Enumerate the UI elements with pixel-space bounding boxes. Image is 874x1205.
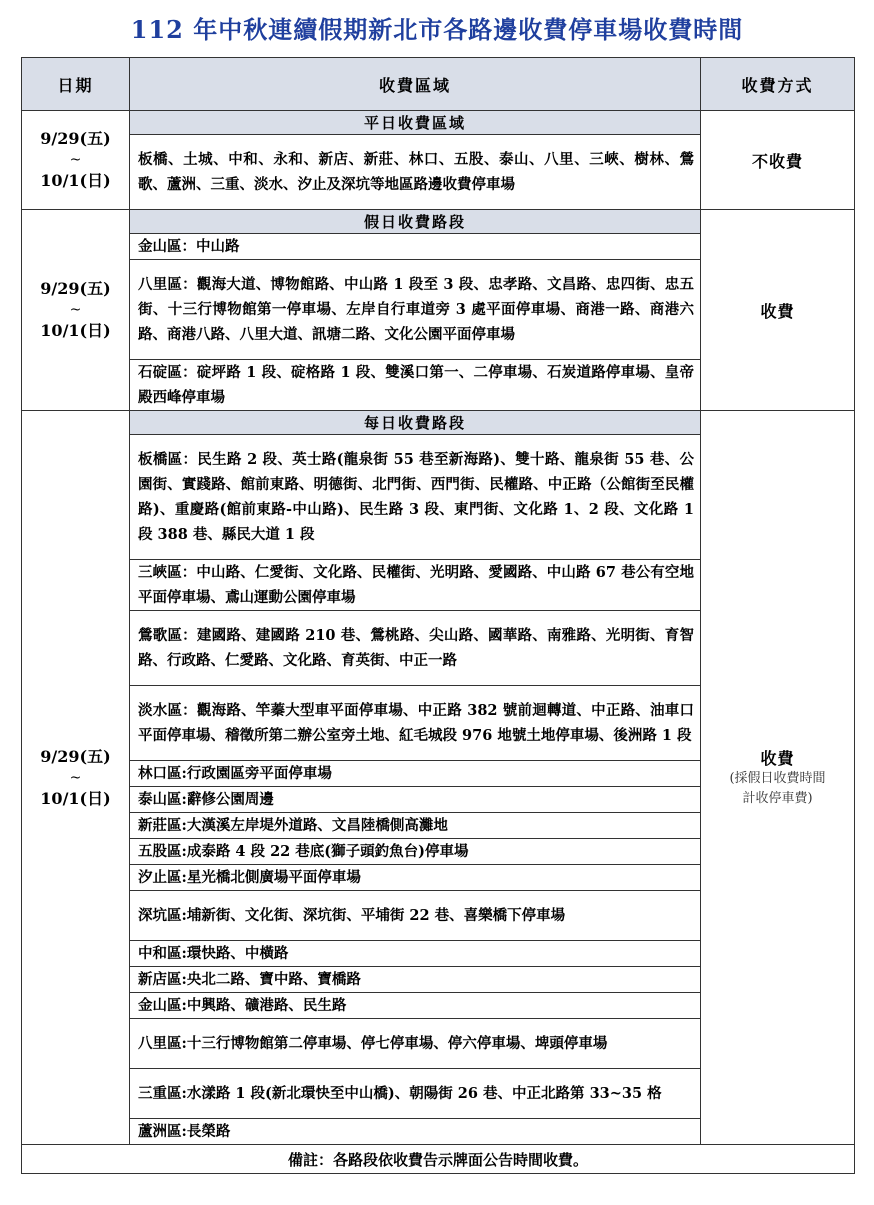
fee-schedule-table xyxy=(21,57,855,1174)
daily-item: 五股區:成泰路 4 段 22 巷底(獅子頭釣魚台)停車場 xyxy=(130,839,701,865)
daily-item: 蘆洲區:長榮路 xyxy=(130,1119,701,1145)
daily-method: 收費 xyxy=(760,749,795,768)
header-date: 日期 xyxy=(22,58,130,111)
holiday-item: 石碇區：碇坪路 1 段、碇格路 1 段、雙溪口第一、二停車場、石炭道路停車場、皇帝殿西峰停車場 xyxy=(130,360,701,411)
date-end: 10/1(日) xyxy=(40,171,111,190)
daily-item: 板橋區：民生路 2 段、英士路(龍泉街 55 巷至新海路)、雙十路、龍泉街 55 巷、公園街、實踐路、館前東路、明德街、北門街、西門街、民權路、中正路（公館街至民權路)、重慶路(館前東路-中山路)、民生路 3 段、東門街、文化路 1、2 段、文化路 1 段 388 巷、縣民大道 1 段 xyxy=(130,435,701,560)
daily-item: 新店區:央北二路、寶中路、寶橋路 xyxy=(130,967,701,993)
daily-item: 鶯歌區：建國路、建國路 210 巷、鶯桃路、尖山路、國華路、南雅路、光明街、育智路、行政路、仁愛路、文化路、育英街、中正一路 xyxy=(130,611,701,686)
weekday-section-title: 平日收費區域 xyxy=(130,111,701,135)
holiday-method: 收費 xyxy=(701,210,855,411)
daily-date-cell xyxy=(22,411,130,1145)
daily-item: 三峽區：中山路、仁愛街、文化路、民權街、光明路、愛國路、中山路 67 巷公有空地平面停車場、鳶山運動公園停車場 xyxy=(130,560,701,611)
weekday-method: 不收費 xyxy=(701,111,855,210)
date-tilde: ~ xyxy=(69,769,82,786)
weekday-date-cell xyxy=(22,111,130,210)
header-method: 收費方式 xyxy=(701,58,855,111)
holiday-section-title: 假日收費路段 xyxy=(130,210,701,234)
daily-item: 林口區:行政園區旁平面停車場 xyxy=(130,761,701,787)
daily-method-note: 計收停車費) xyxy=(742,791,813,806)
date-start: 9/29(五) xyxy=(40,746,111,766)
date-start: 9/29(五) xyxy=(40,129,111,148)
daily-item: 金山區:中興路、礦港路、民生路 xyxy=(130,993,701,1019)
daily-method-cell xyxy=(701,411,855,1145)
holiday-item: 八里區：觀海大道、博物館路、中山路 1 段至 3 段、忠孝路、文昌路、忠四街、忠五街、十三行博物館第一停車場、左岸自行車道旁 3 處平面停車場、商港一路、商港六路、商港八路、八里大道、訊塘二路、文化公園平面停車場 xyxy=(130,260,701,360)
daily-method-note: (採假日收費時間 xyxy=(729,771,826,786)
daily-item: 新莊區:大漢溪左岸堤外道路、文昌陸橋側高灘地 xyxy=(130,813,701,839)
holiday-item: 金山區：中山路 xyxy=(130,234,701,260)
daily-item: 八里區:十三行博物館第二停車場、停七停車場、停六停車場、埤頭停車場 xyxy=(130,1019,701,1069)
footer-note: 備註：各路段依收費告示牌面公告時間收費。 xyxy=(22,1145,855,1174)
date-end: 10/1(日) xyxy=(40,321,111,340)
header-area: 收費區域 xyxy=(130,58,701,111)
holiday-date-cell xyxy=(22,210,130,411)
date-tilde: ~ xyxy=(69,152,82,168)
weekday-item: 板橋、土城、中和、永和、新店、新莊、林口、五股、泰山、八里、三峽、樹林、鶯歌、蘆洲、三重、淡水、汐止及深坑等地區路邊收費停車場 xyxy=(130,135,701,210)
daily-item: 泰山區:辭修公園周邊 xyxy=(130,787,701,813)
date-tilde: ~ xyxy=(69,302,82,318)
date-end: 10/1(日) xyxy=(40,788,111,808)
daily-item: 中和區:環快路、中橫路 xyxy=(130,941,701,967)
date-start: 9/29(五) xyxy=(40,279,111,298)
daily-item: 汐止區:星光橋北側廣場平面停車場 xyxy=(130,865,701,891)
daily-item: 深坑區:埔新街、文化街、深坑街、平埔街 22 巷、喜樂橋下停車場 xyxy=(130,891,701,941)
header-row xyxy=(22,58,855,111)
daily-item: 三重區:水漾路 1 段(新北環快至中山橋)、朝陽街 26 巷、中正北路第 33~35 格 xyxy=(130,1069,701,1119)
page-title: 112 年中秋連續假期新北市各路邊收費停車場收費時間 xyxy=(130,15,744,44)
daily-item: 淡水區：觀海路、竿蓁大型車平面停車場、中正路 382 號前迴轉道、中正路、油車口平面停車場、稽徵所第二辦公室旁土地、紅毛城段 976 地號土地停車場、後洲路 1 段 xyxy=(130,686,701,761)
daily-section-title: 每日收費路段 xyxy=(130,411,701,435)
